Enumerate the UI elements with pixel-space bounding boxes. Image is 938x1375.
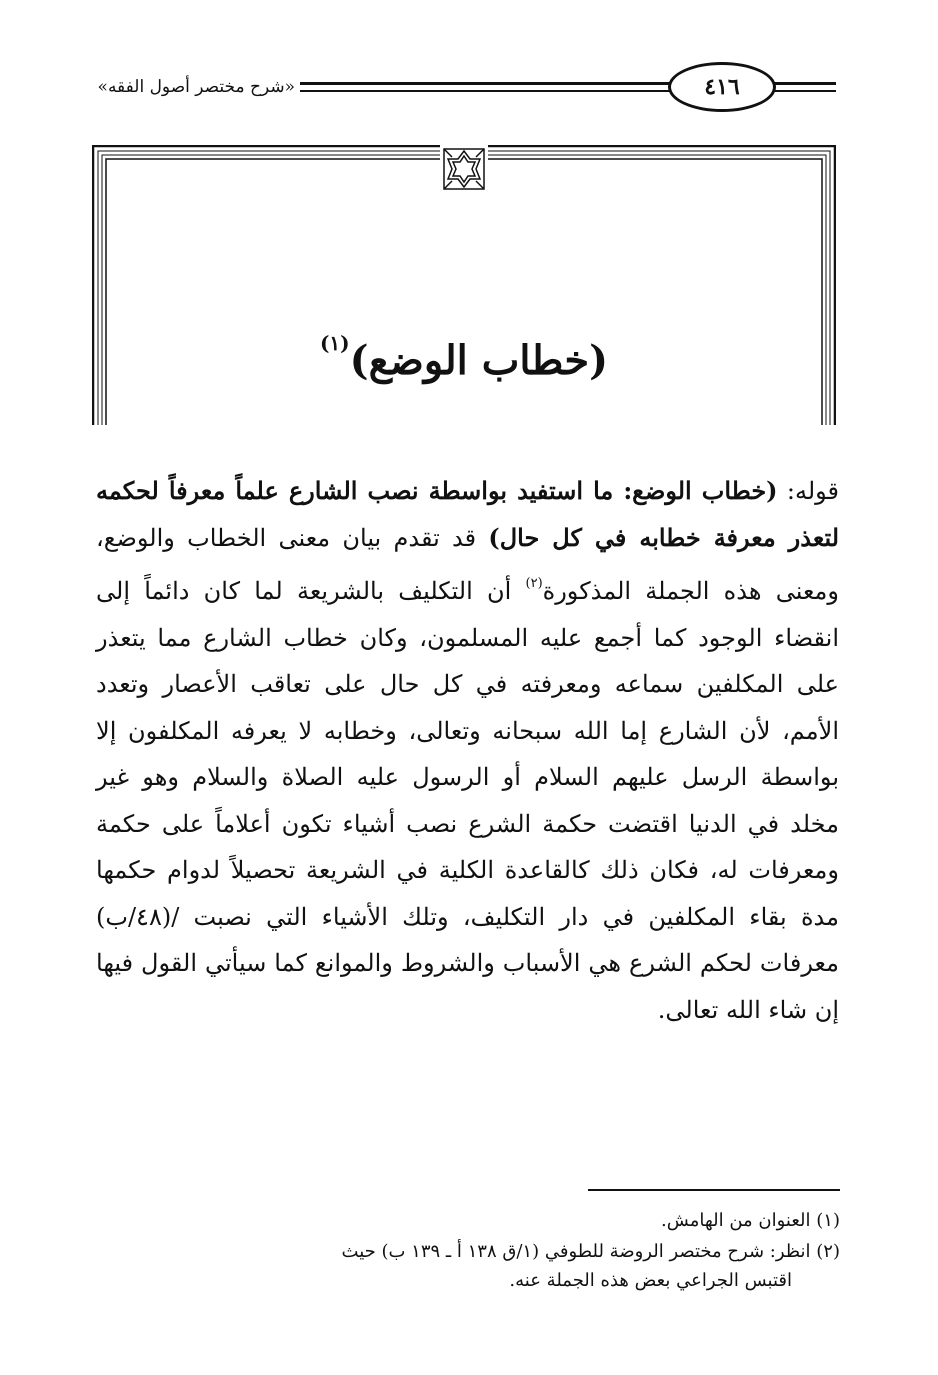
footnote-number: (١) — [816, 1210, 840, 1231]
star-ornament-icon — [440, 145, 488, 193]
footnote-2 — [96, 1237, 840, 1295]
chapter-title-footnote-ref: (١) — [319, 331, 350, 355]
running-title: «شرح مختصر أصول الفقه» — [97, 77, 295, 97]
footnote-1 — [96, 1206, 840, 1235]
body-text-part-2: أن التكليف بالشريعة لما كان دائماً إلى انقضاء الوجود كما أجمع عليه المسلمون، وكان خطاب الشارع مما يتعذر على المكلفين سماعه ومعرفته في كل حال على تعاقب الأعصار وتعدد الأمم، لأن الشارع إما الله سبحانه وتعالى، وخطابه لا يعرفه المكلفون إلا بواسطة الرسل عليهم السلام أو الرسول عليه الصلاة والسلام وهو غير مخلد في الدنيا اقتضت حكمة الشرع نصب أشياء تكون أعلاماً على حكمة ومعرفات له، فكان ذلك كالقاعدة الكلية في الشريعة تحصيلاً لدوام حكمها مدة بقاء المكلفين في دار التكليف، وتلك الأشياء التي نصبت /(٤٨/ب) معرفات لحكم الشرع هي الأسباب والشروط والموانع كما سيأتي القول فيها إن شاء الله تعالى. — [96, 577, 839, 1024]
page-number-text: ٤١٦ — [704, 74, 740, 100]
chapter-title — [92, 313, 836, 391]
footnote-text: انظر: شرح مختصر الروضة للطوفي (١/ق ١٣٨ أ ـ ١٣٩ ب) حيث — [341, 1241, 811, 1262]
footnote-text-continuation: اقتبس الجراعي بعض هذه الجملة عنه. — [509, 1270, 792, 1291]
frame-ornament — [440, 145, 488, 193]
footnotes — [96, 1206, 840, 1297]
page-number — [668, 62, 776, 112]
chapter-frame — [92, 145, 836, 425]
footnote-separator — [588, 1189, 840, 1191]
body-paragraph — [96, 468, 839, 1033]
body-footnote-ref: (٢) — [525, 576, 543, 591]
chapter-title-text: (خطاب الوضع) — [349, 337, 609, 384]
body-quoted-definition: (خطاب الوضع: ما استفيد بواسطة نصب الشارع علماً معرفاً لحكمه لتعذر معرفة خطابه في كل حال) — [96, 476, 840, 552]
footnote-number: (٢) — [816, 1241, 840, 1262]
footnote-text: العنوان من الهامش. — [661, 1210, 811, 1231]
body-text-part-1: قد تقدم بيان معنى الخطاب والوضع، ومعنى هذه الجملة المذكورة — [96, 523, 839, 605]
body-intro: قوله: — [777, 477, 840, 505]
